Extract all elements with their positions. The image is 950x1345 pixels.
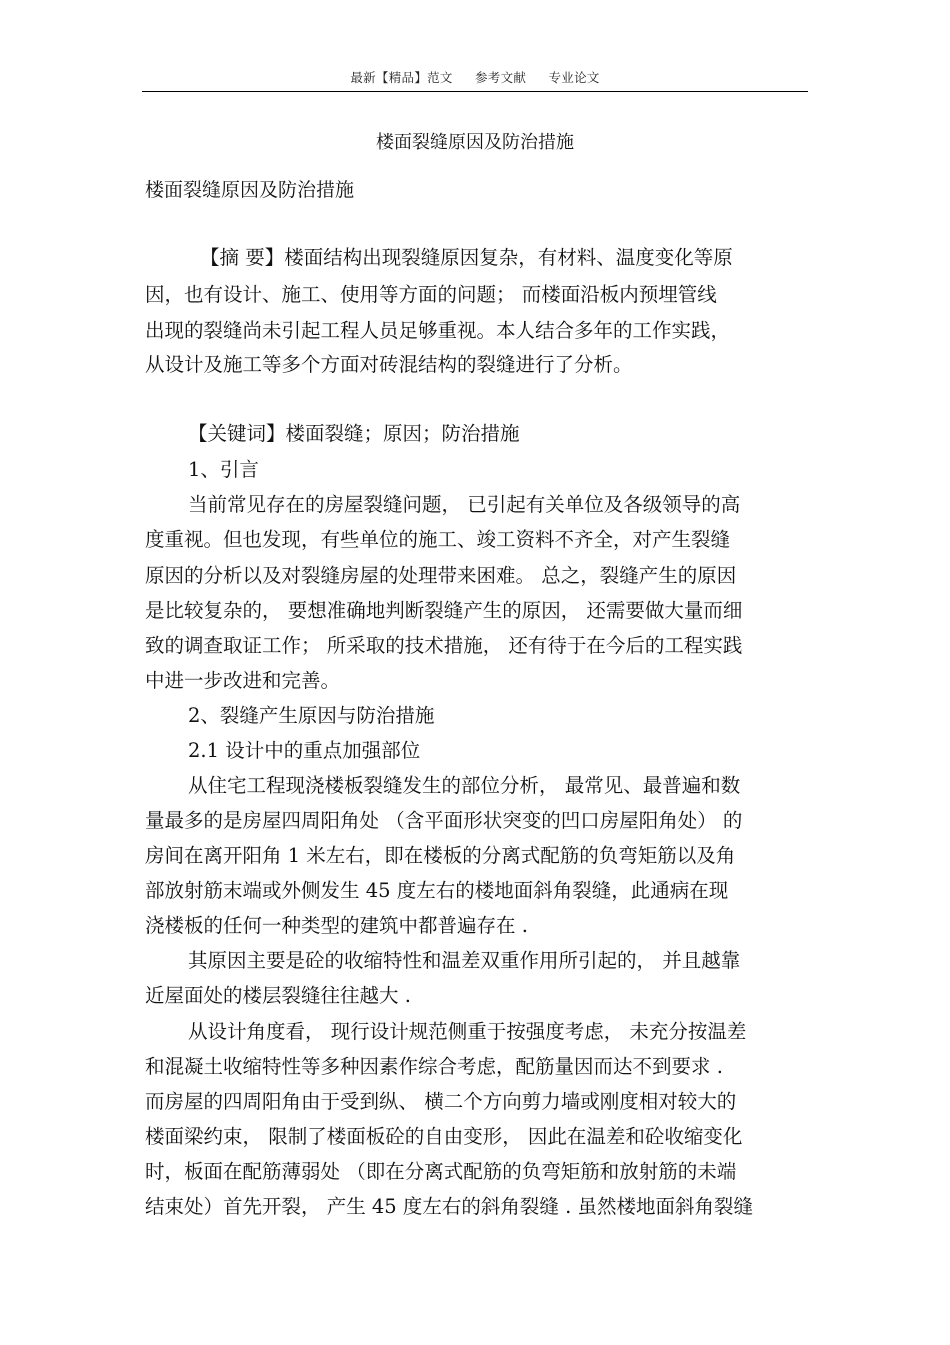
- abstract-line: 因，也有设计、施工、使用等方面的问题； 而楼面沿板内预埋管线: [145, 283, 717, 306]
- paragraph-line: 当前常见存在的房屋裂缝问题， 已引起有关单位及各级领导的高: [188, 493, 741, 516]
- paragraph-line: 度重视。但也发现，有些单位的施工、竣工资料不齐全，对产生裂缝: [145, 528, 731, 551]
- header-item: 参考文献: [475, 70, 527, 85]
- paragraph-line: 致的调查取证工作； 所采取的技术措施， 还有待于在今后的工程实践: [145, 634, 743, 657]
- paragraph-line: 是比较复杂的， 要想准确地判断裂缝产生的原因， 还需要做大量而细: [145, 599, 743, 622]
- header-divider: [142, 91, 808, 92]
- paragraph-line: 原因的分析以及对裂缝房屋的处理带来困难。 总之，裂缝产生的原因: [145, 564, 737, 587]
- paragraph-line: 结束处）首先开裂， 产生 45 度左右的斜角裂缝 . 虽然楼地面斜角裂缝: [145, 1195, 754, 1218]
- paragraph-line: 浇楼板的任何一种类型的建筑中都普遍存在 .: [145, 914, 528, 937]
- paragraph-line: 楼面梁约束， 限制了楼面板砼的自由变形， 因此在温差和砼收缩变化: [145, 1125, 743, 1148]
- paragraph-line: 而房屋的四周阳角由于受到纵、 横二个方向剪力墙或刚度相对较大的: [145, 1090, 737, 1113]
- section-heading: 2、裂缝产生原因与防治措施: [188, 704, 435, 727]
- paragraph-line: 近屋面处的楼层裂缝往往越大 .: [145, 984, 411, 1007]
- page-header: [0, 68, 950, 86]
- subsection-heading: 2.1 设计中的重点加强部位: [188, 739, 421, 762]
- paragraph-line: 部放射筋末端或外侧发生 45 度左右的楼地面斜角裂缝，此通病在现: [145, 879, 729, 902]
- paragraph-line: 从设计角度看， 现行设计规范侧重于按强度考虑， 未充分按温差: [188, 1020, 747, 1043]
- section-heading: 1、引言: [188, 458, 259, 481]
- paragraph-line: 和混凝土收缩特性等多种因素作综合考虑，配筋量因而达不到要求 .: [145, 1055, 723, 1078]
- header-item: 专业论文: [548, 70, 600, 85]
- abstract-line: 【摘 要】楼面结构出现裂缝原因复杂，有材料、温度变化等原: [200, 246, 733, 269]
- paragraph-line: 量最多的是房屋四周阳角处 （含平面形状突变的凹口房屋阳角处） 的: [145, 809, 743, 832]
- paragraph-line: 其原因主要是砼的收缩特性和温差双重作用所引起的， 并且越靠: [188, 949, 741, 972]
- abstract-line: 从设计及施工等多个方面对砖混结构的裂缝进行了分析。: [145, 353, 633, 376]
- paragraph-line: 房间在离开阳角 1 米左右，即在楼板的分离式配筋的负弯矩筋以及角: [145, 844, 736, 867]
- paragraph-line: 时，板面在配筋薄弱处 （即在分离式配筋的负弯矩筋和放射筋的未端: [145, 1160, 737, 1183]
- keywords-line: 【关键词】楼面裂缝；原因；防治措施: [188, 422, 520, 445]
- document-title: 楼面裂缝原因及防治措施: [376, 132, 574, 153]
- document-subtitle: 楼面裂缝原因及防治措施: [145, 179, 355, 201]
- abstract-line: 出现的裂缝尚未引起工程人员足够重视。本人结合多年的工作实践，: [145, 319, 731, 342]
- paragraph-line: 从住宅工程现浇楼板裂缝发生的部位分析， 最常见、最普遍和数: [188, 774, 741, 797]
- header-item: 最新【精品】范文: [350, 70, 453, 85]
- paragraph-line: 中进一步改进和完善。: [145, 669, 341, 692]
